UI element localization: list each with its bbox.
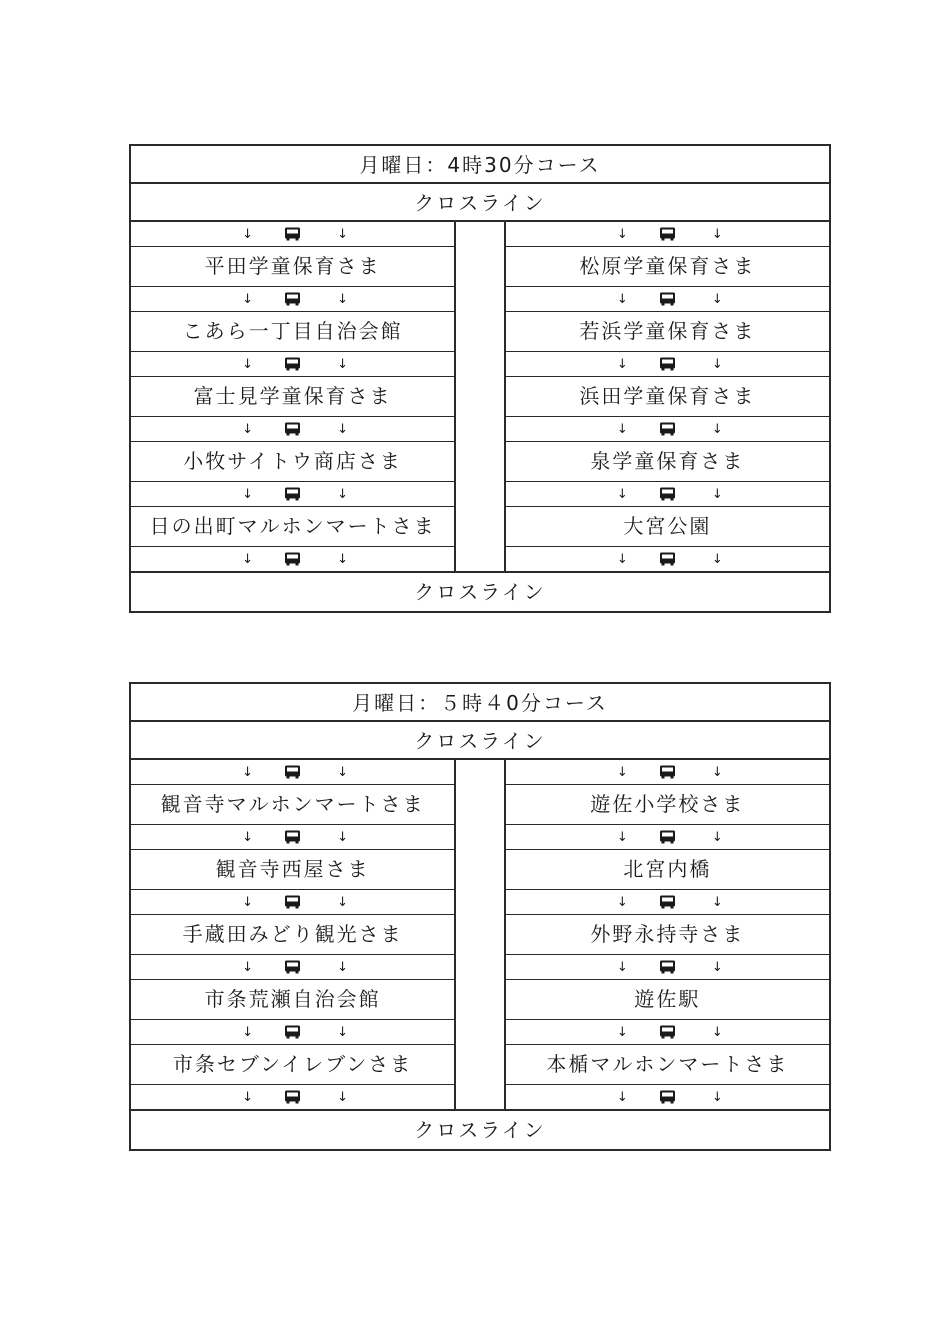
route-arrow-row	[506, 287, 829, 312]
down-arrow-icon: ↓	[616, 421, 628, 437]
down-arrow-icon: ↓	[337, 226, 348, 242]
down-arrow-icon: ↓	[711, 291, 723, 307]
down-arrow-icon: ↓	[242, 551, 253, 567]
down-arrow-icon: ↓	[616, 486, 628, 502]
route-arrow-row	[506, 955, 829, 980]
bus-icon	[659, 830, 676, 844]
down-arrow-icon: ↓	[711, 551, 723, 567]
bus-icon	[284, 895, 301, 909]
bus-icon	[284, 765, 301, 779]
down-arrow-icon: ↓	[337, 291, 348, 307]
bus-icon	[659, 487, 676, 501]
bus-icon	[659, 552, 676, 566]
course-table-1	[129, 144, 831, 613]
down-arrow-icon: ↓	[711, 1024, 723, 1040]
end-stop: クロスライン	[414, 1118, 546, 1142]
stop-name: 北宮内橋	[506, 850, 829, 890]
bus-icon	[284, 227, 301, 241]
stop-name: 遊佐駅	[506, 980, 829, 1020]
bus-icon	[659, 1090, 676, 1104]
down-arrow-icon: ↓	[616, 764, 628, 780]
down-arrow-icon: ↓	[337, 959, 348, 975]
down-arrow-icon: ↓	[616, 894, 628, 910]
down-arrow-icon: ↓	[242, 894, 253, 910]
column-divider	[454, 222, 506, 571]
down-arrow-icon: ↓	[337, 356, 348, 372]
route-arrow-row	[131, 890, 454, 915]
stop-name: 市条セブンイレブンさま	[131, 1045, 454, 1085]
route-arrow-row	[131, 222, 454, 247]
route-arrow-row	[506, 482, 829, 507]
down-arrow-icon: ↓	[711, 356, 723, 372]
stop-name: 本楯マルホンマートさま	[506, 1045, 829, 1085]
route-arrow-row	[131, 1020, 454, 1045]
bus-icon	[659, 292, 676, 306]
right-route	[506, 222, 829, 571]
bus-icon	[284, 357, 301, 371]
down-arrow-icon: ↓	[711, 959, 723, 975]
bus-icon	[659, 227, 676, 241]
course-title: 月曜日：4時30分コース	[131, 146, 829, 184]
down-arrow-icon: ↓	[616, 1089, 628, 1105]
down-arrow-icon: ↓	[616, 959, 628, 975]
down-arrow-icon: ↓	[711, 1089, 723, 1105]
stop-name: 泉学童保育さま	[506, 442, 829, 482]
stop-name: 富士見学童保育さま	[131, 377, 454, 417]
down-arrow-icon: ↓	[242, 959, 253, 975]
down-arrow-icon: ↓	[616, 829, 628, 845]
start-stop: クロスライン	[131, 722, 829, 760]
route-arrow-row	[131, 955, 454, 980]
stop-name: 大宮公園	[506, 507, 829, 547]
left-route	[131, 760, 454, 1109]
bus-icon	[659, 357, 676, 371]
stop-name: 若浜学童保育さま	[506, 312, 829, 352]
down-arrow-icon: ↓	[711, 421, 723, 437]
bus-icon	[284, 422, 301, 436]
down-arrow-icon: ↓	[616, 226, 628, 242]
stop-name: 観音寺西屋さま	[131, 850, 454, 890]
bus-icon	[659, 765, 676, 779]
stop-name: 市条荒瀬自治会館	[131, 980, 454, 1020]
route-arrow-row	[131, 417, 454, 442]
bus-icon	[284, 292, 301, 306]
route-arrow-row	[506, 547, 829, 571]
bus-icon	[284, 552, 301, 566]
route-arrow-row	[131, 760, 454, 785]
right-route	[506, 760, 829, 1109]
down-arrow-icon: ↓	[711, 894, 723, 910]
down-arrow-icon: ↓	[242, 1024, 253, 1040]
down-arrow-icon: ↓	[337, 551, 348, 567]
bus-icon	[659, 1025, 676, 1039]
route-arrow-row	[131, 352, 454, 377]
column-divider	[454, 760, 506, 1109]
stop-name: 遊佐小学校さま	[506, 785, 829, 825]
down-arrow-icon: ↓	[711, 486, 723, 502]
stop-name: こあら一丁目自治会館	[131, 312, 454, 352]
route-arrow-row	[131, 482, 454, 507]
stop-name: 観音寺マルホンマートさま	[131, 785, 454, 825]
bus-icon	[284, 960, 301, 974]
route-arrow-row	[506, 417, 829, 442]
route-arrow-row	[131, 1085, 454, 1109]
down-arrow-icon: ↓	[711, 226, 723, 242]
down-arrow-icon: ↓	[337, 421, 348, 437]
route-arrow-row	[131, 825, 454, 850]
bus-icon	[284, 1025, 301, 1039]
down-arrow-icon: ↓	[337, 486, 348, 502]
down-arrow-icon: ↓	[337, 894, 348, 910]
bus-icon	[659, 960, 676, 974]
down-arrow-icon: ↓	[242, 486, 253, 502]
course-table-2	[129, 682, 831, 1151]
down-arrow-icon: ↓	[242, 764, 253, 780]
down-arrow-icon: ↓	[616, 1024, 628, 1040]
down-arrow-icon: ↓	[616, 356, 628, 372]
route-columns	[131, 222, 829, 573]
route-arrow-row	[506, 825, 829, 850]
left-route	[131, 222, 454, 571]
route-arrow-row	[131, 547, 454, 571]
route-arrow-row	[506, 222, 829, 247]
stop-name: 日の出町マルホンマートさま	[131, 507, 454, 547]
route-arrow-row	[506, 1085, 829, 1109]
down-arrow-icon: ↓	[711, 764, 723, 780]
bus-icon	[659, 422, 676, 436]
down-arrow-icon: ↓	[242, 291, 253, 307]
down-arrow-icon: ↓	[616, 291, 628, 307]
down-arrow-icon: ↓	[711, 829, 723, 845]
bus-icon	[659, 895, 676, 909]
stop-name: 手蔵田みどり観光さま	[131, 915, 454, 955]
down-arrow-icon: ↓	[242, 1089, 253, 1105]
down-arrow-icon: ↓	[337, 764, 348, 780]
stop-name: 浜田学童保育さま	[506, 377, 829, 417]
route-arrow-row	[506, 890, 829, 915]
down-arrow-icon: ↓	[337, 1089, 348, 1105]
start-stop: クロスライン	[131, 184, 829, 222]
route-columns	[131, 760, 829, 1111]
down-arrow-icon: ↓	[242, 226, 253, 242]
bus-icon	[284, 830, 301, 844]
stop-name: 松原学童保育さま	[506, 247, 829, 287]
down-arrow-icon: ↓	[337, 1024, 348, 1040]
stop-name: 外野永持寺さま	[506, 915, 829, 955]
route-arrow-row	[506, 760, 829, 785]
bus-icon	[284, 487, 301, 501]
course-title: 月曜日：５時４0分コース	[131, 684, 829, 722]
route-arrow-row	[506, 1020, 829, 1045]
route-arrow-row	[506, 352, 829, 377]
route-arrow-row	[131, 287, 454, 312]
end-stop: クロスライン	[414, 580, 546, 604]
down-arrow-icon: ↓	[242, 829, 253, 845]
stop-name: 小牧サイトウ商店さま	[131, 442, 454, 482]
down-arrow-icon: ↓	[616, 551, 628, 567]
down-arrow-icon: ↓	[337, 829, 348, 845]
down-arrow-icon: ↓	[242, 356, 253, 372]
bus-icon	[284, 1090, 301, 1104]
stop-name: 平田学童保育さま	[131, 247, 454, 287]
down-arrow-icon: ↓	[242, 421, 253, 437]
